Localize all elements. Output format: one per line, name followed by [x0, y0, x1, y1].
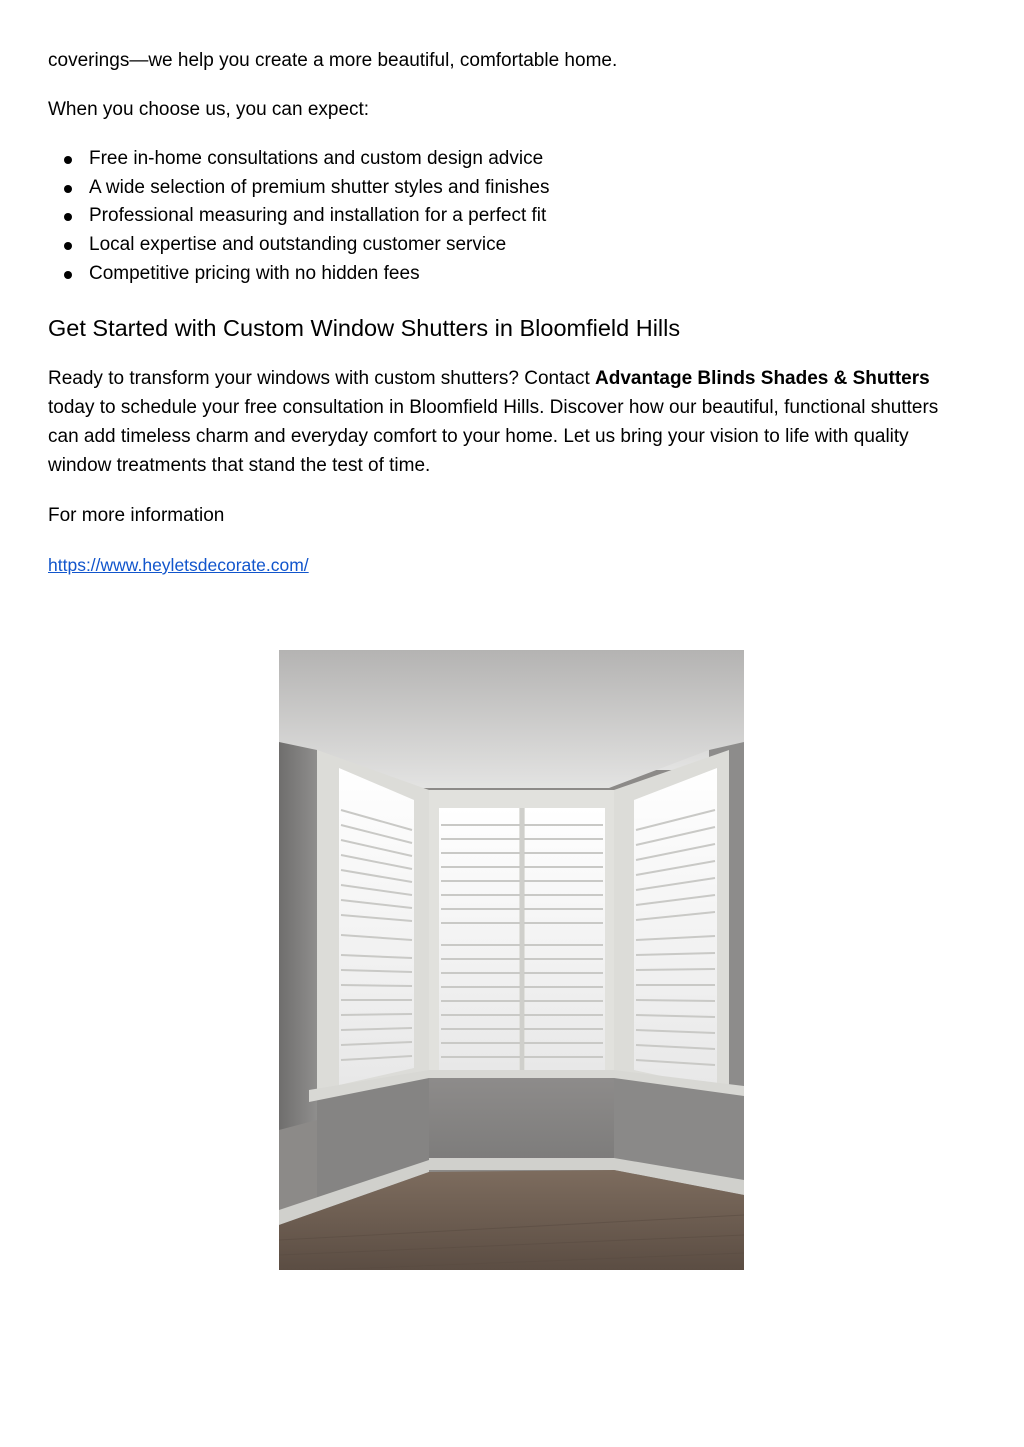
bay-window-shutters-photo [279, 650, 744, 1270]
website-link[interactable]: https://www.heyletsdecorate.com/ [48, 555, 309, 575]
list-item: Competitive pricing with no hidden fees [48, 260, 549, 289]
bullet-icon [64, 213, 72, 221]
bullet-icon [64, 271, 72, 279]
expect-intro: When you choose us, you can expect: [48, 99, 370, 120]
bullet-icon [64, 185, 72, 193]
list-item: Professional measuring and installation for a perfect fit [48, 202, 549, 231]
list-item: Local expertise and outstanding customer service [48, 231, 549, 260]
bullet-icon [64, 242, 72, 250]
benefits-list [48, 145, 549, 289]
intro-paragraph: coverings—we help you create a more beautiful, comfortable home. [48, 50, 618, 71]
bullet-icon [64, 156, 72, 164]
list-item: Free in-home consultations and custom design advice [48, 145, 549, 174]
cta-paragraph: Ready to transform your windows with custom shutters? Contact Advantage Blinds Shades & Shutters today to schedule your free consultation in Bloomfield Hills. Discover how our beautiful, functional shutters can add timeless charm and everyday comfort to your home. Let us bring your vision to life with quality window treatments that stand the test of time. [48, 368, 939, 476]
more-info-label: For more information [48, 505, 225, 526]
company-name: Advantage Blinds Shades & Shutters [595, 368, 930, 389]
section-heading: Get Started with Custom Window Shutters in Bloomfield Hills [48, 315, 681, 341]
list-item: A wide selection of premium shutter styles and finishes [48, 174, 549, 203]
